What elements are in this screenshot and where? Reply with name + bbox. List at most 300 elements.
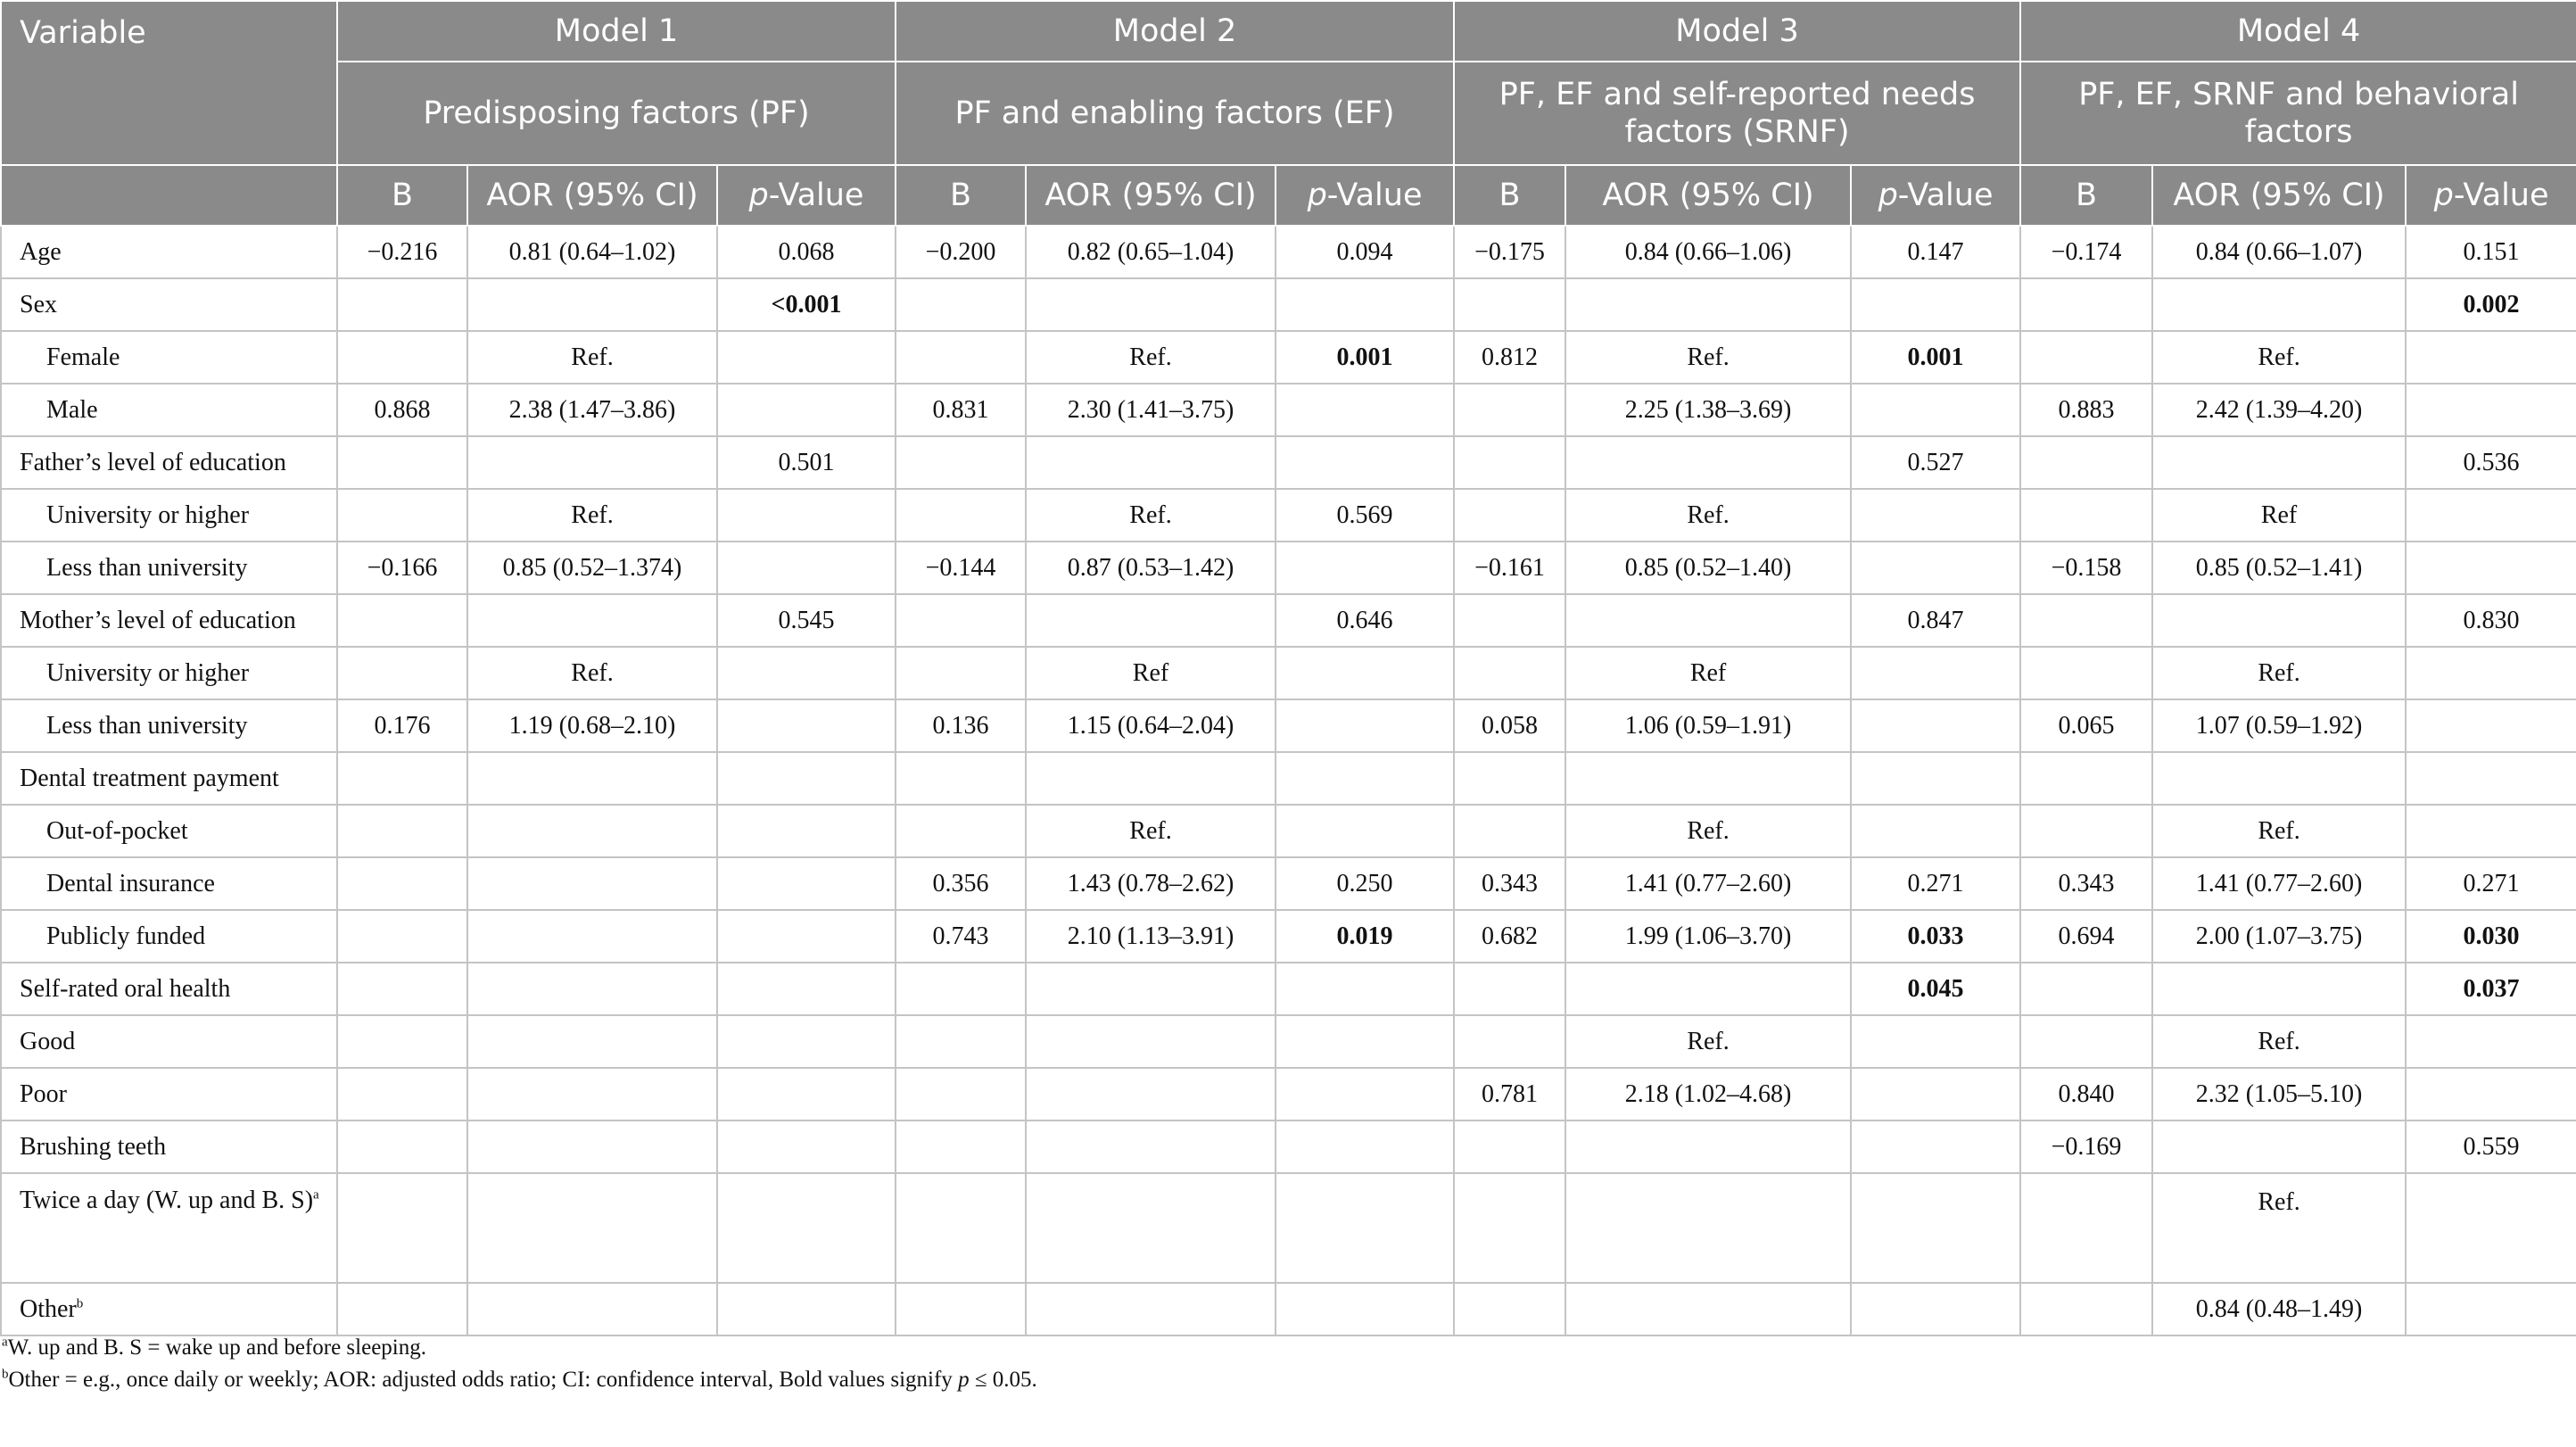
variable-subheader-blank [1, 165, 337, 226]
model-4-b-cell: 0.343 [2020, 857, 2152, 910]
model-4-header: Model 4 [2020, 1, 2576, 62]
model-4-b-cell: 0.065 [2020, 699, 2152, 752]
model-3-aor-cell [1565, 963, 1851, 1015]
model-4-b-cell [2020, 752, 2152, 805]
model-3-aor-cell: Ref. [1565, 331, 1851, 384]
model-2-aor-cell: Ref. [1026, 489, 1276, 542]
model-1-b-cell [337, 1283, 467, 1335]
model-4-aor-cell: 1.41 (0.77–2.60) [2152, 857, 2406, 910]
row-label [1, 594, 337, 647]
model-3-aor-cell: 2.25 (1.38–3.69) [1565, 384, 1851, 436]
model-2-aor-cell: 1.15 (0.64–2.04) [1026, 699, 1276, 752]
footnote-b-p: p [958, 1368, 970, 1392]
model-2-pvalue-cell [1276, 1283, 1454, 1335]
model-3-b-cell [1454, 489, 1565, 542]
model-1-aor-cell [467, 278, 717, 331]
model-2-pvalue-cell: 0.250 [1276, 857, 1454, 910]
model-3-aor-cell [1565, 1173, 1851, 1283]
model-4-b-cell [2020, 963, 2152, 1015]
model-4-pvalue-cell [2406, 647, 2576, 699]
row-label [1, 752, 337, 805]
model-2-b-cell: 0.831 [896, 384, 1026, 436]
model-4-aor-cell [2152, 963, 2406, 1015]
row-label-text: Male [46, 395, 98, 424]
row-label-text: Twice a day (W. up and B. S) [20, 1187, 314, 1214]
model-3-pvalue-cell [1851, 699, 2020, 752]
model-2-b-cell [896, 1173, 1026, 1283]
model-4-b-cell: −0.174 [2020, 226, 2152, 278]
model-2-pvalue-cell: 0.646 [1276, 594, 1454, 647]
model-4-pvalue-cell: 0.151 [2406, 226, 2576, 278]
model-1-pvalue-cell [717, 699, 896, 752]
model-3-b-cell: 0.781 [1454, 1068, 1565, 1120]
model-1-b-cell [337, 278, 467, 331]
model-3-pvalue-cell: 0.045 [1851, 963, 2020, 1015]
model-1-b-cell [337, 805, 467, 857]
model-4-b-cell: 0.840 [2020, 1068, 2152, 1120]
model-3-aor-cell: 2.18 (1.02–4.68) [1565, 1068, 1851, 1120]
table-row [1, 647, 2576, 699]
model-3-aor-cell: 0.84 (0.66–1.06) [1565, 226, 1851, 278]
model-4-pvalue-cell [2406, 1173, 2576, 1283]
column-subheader-row [1, 165, 2576, 226]
model-3-b-cell: 0.343 [1454, 857, 1565, 910]
model-3-pvalue-cell [1851, 384, 2020, 436]
model-3-aor-cell: 1.41 (0.77–2.60) [1565, 857, 1851, 910]
row-label [1, 1283, 337, 1335]
model-4-b-cell [2020, 1015, 2152, 1068]
model-4-b-header: B [2020, 165, 2152, 226]
row-label-text: University or higher [46, 658, 250, 687]
model-3-pvalue-cell [1851, 1173, 2020, 1283]
row-label [1, 647, 337, 699]
model-1-b-cell: −0.166 [337, 542, 467, 594]
footnote-b-mark: b [2, 1367, 9, 1382]
model-1-pvalue-cell [717, 331, 896, 384]
model-1-aor-cell: 0.81 (0.64–1.02) [467, 226, 717, 278]
model-1-b-header: B [337, 165, 467, 226]
pvalue-italic-p: p [2433, 178, 2454, 213]
model-4-b-cell: 0.883 [2020, 384, 2152, 436]
model-2-b-cell: −0.200 [896, 226, 1026, 278]
footnote-a-text: W. up and B. S = wake up and before sleeping. [7, 1335, 426, 1360]
table-row [1, 278, 2576, 331]
model-4-aor-cell: 2.00 (1.07–3.75) [2152, 910, 2406, 963]
model-3-b-cell [1454, 805, 1565, 857]
model-4-aor-cell: Ref. [2152, 331, 2406, 384]
model-3-aor-cell [1565, 752, 1851, 805]
model-3-pvalue-cell [1851, 805, 2020, 857]
model-1-description: Predisposing factors (PF) [337, 62, 896, 165]
model-2-aor-cell [1026, 752, 1276, 805]
model-1-b-cell [337, 1015, 467, 1068]
model-3-pvalue-cell [1851, 489, 2020, 542]
model-3-header: Model 3 [1454, 1, 2020, 62]
model-1-pvalue-header [717, 165, 896, 226]
model-1-aor-cell [467, 963, 717, 1015]
model-3-b-cell: −0.161 [1454, 542, 1565, 594]
model-3-pvalue-cell [1851, 752, 2020, 805]
row-label-text: Female [46, 343, 120, 371]
model-4-aor-cell: 2.32 (1.05–5.10) [2152, 1068, 2406, 1120]
row-label-text: Dental treatment payment [20, 764, 279, 792]
model-1-pvalue-cell [717, 805, 896, 857]
model-2-b-cell [896, 1068, 1026, 1120]
model-2-aor-cell: 2.30 (1.41–3.75) [1026, 384, 1276, 436]
model-2-pvalue-cell [1276, 1120, 1454, 1173]
model-1-b-cell [337, 436, 467, 489]
table-row [1, 489, 2576, 542]
row-label-text: Less than university [46, 711, 248, 740]
model-4-pvalue-cell [2406, 542, 2576, 594]
model-1-pvalue-cell [717, 542, 896, 594]
model-1-b-cell [337, 752, 467, 805]
row-label-text: University or higher [46, 500, 250, 529]
table-row [1, 910, 2576, 963]
model-1-b-cell [337, 1120, 467, 1173]
row-label [1, 1015, 337, 1068]
model-3-aor-cell [1565, 436, 1851, 489]
model-3-b-header: B [1454, 165, 1565, 226]
model-4-b-cell [2020, 594, 2152, 647]
model-2-pvalue-cell [1276, 1068, 1454, 1120]
model-2-aor-cell: Ref [1026, 647, 1276, 699]
model-1-pvalue-cell [717, 384, 896, 436]
table-row [1, 594, 2576, 647]
model-1-aor-cell [467, 910, 717, 963]
row-label-footnote-mark: b [76, 1296, 84, 1311]
model-1-b-cell [337, 963, 467, 1015]
model-2-pvalue-cell: 0.019 [1276, 910, 1454, 963]
model-2-aor-cell: Ref. [1026, 805, 1276, 857]
model-2-pvalue-cell [1276, 1173, 1454, 1283]
model-2-header: Model 2 [896, 1, 1454, 62]
model-1-pvalue-cell [717, 910, 896, 963]
model-2-b-cell [896, 647, 1026, 699]
model-2-b-cell [896, 278, 1026, 331]
model-1-aor-header: AOR (95% CI) [467, 165, 717, 226]
model-3-aor-cell [1565, 278, 1851, 331]
row-label [1, 489, 337, 542]
table-row [1, 226, 2576, 278]
model-4-pvalue-cell [2406, 489, 2576, 542]
model-3-aor-cell: Ref. [1565, 489, 1851, 542]
model-4-pvalue-cell [2406, 805, 2576, 857]
model-2-pvalue-cell [1276, 699, 1454, 752]
model-3-b-cell: 0.058 [1454, 699, 1565, 752]
model-2-b-header: B [896, 165, 1026, 226]
model-3-pvalue-cell: 0.033 [1851, 910, 2020, 963]
model-3-pvalue-cell [1851, 278, 2020, 331]
model-1-aor-cell [467, 857, 717, 910]
row-label [1, 1120, 337, 1173]
model-4-aor-cell: 0.85 (0.52–1.41) [2152, 542, 2406, 594]
model-2-pvalue-header [1276, 165, 1454, 226]
model-4-aor-cell: Ref. [2152, 1173, 2406, 1283]
row-label-text: Other [20, 1294, 77, 1323]
model-4-pvalue-cell [2406, 384, 2576, 436]
model-2-pvalue-cell: 0.094 [1276, 226, 1454, 278]
model-1-b-cell [337, 647, 467, 699]
row-label-text: Brushing teeth [20, 1132, 167, 1161]
model-2-b-cell [896, 594, 1026, 647]
model-2-description: PF and enabling factors (EF) [896, 62, 1454, 165]
model-3-pvalue-header [1851, 165, 2020, 226]
model-3-b-cell [1454, 647, 1565, 699]
row-label [1, 1173, 337, 1283]
model-2-b-cell [896, 331, 1026, 384]
model-4-aor-cell: Ref [2152, 489, 2406, 542]
model-3-pvalue-cell: 0.527 [1851, 436, 2020, 489]
row-label [1, 910, 337, 963]
model-2-b-cell: 0.356 [896, 857, 1026, 910]
model-2-aor-header: AOR (95% CI) [1026, 165, 1276, 226]
model-1-b-cell: 0.868 [337, 384, 467, 436]
row-label-text: Publicly funded [46, 922, 206, 950]
model-2-pvalue-cell [1276, 1015, 1454, 1068]
model-2-aor-cell [1026, 1120, 1276, 1173]
table-row [1, 805, 2576, 857]
model-4-b-cell [2020, 278, 2152, 331]
model-1-aor-cell [467, 436, 717, 489]
row-label [1, 436, 337, 489]
model-3-aor-cell: Ref [1565, 647, 1851, 699]
model-4-b-cell [2020, 331, 2152, 384]
model-3-pvalue-cell [1851, 1283, 2020, 1335]
model-2-b-cell: −0.144 [896, 542, 1026, 594]
model-3-aor-header: AOR (95% CI) [1565, 165, 1851, 226]
pvalue-italic-p: p [1878, 178, 1898, 213]
footnotes [0, 1332, 1037, 1396]
model-3-b-cell: 0.682 [1454, 910, 1565, 963]
model-4-b-cell [2020, 647, 2152, 699]
model-2-b-cell [896, 752, 1026, 805]
footnote-a [2, 1332, 1037, 1364]
table-row [1, 1283, 2576, 1335]
model-4-pvalue-cell [2406, 331, 2576, 384]
model-4-pvalue-cell: 0.830 [2406, 594, 2576, 647]
table-row [1, 384, 2576, 436]
model-2-aor-cell [1026, 594, 1276, 647]
row-label [1, 857, 337, 910]
model-2-aor-cell [1026, 1015, 1276, 1068]
model-1-pvalue-cell [717, 489, 896, 542]
model-2-b-cell [896, 805, 1026, 857]
pvalue-italic-p: p [748, 178, 769, 213]
model-3-pvalue-cell [1851, 647, 2020, 699]
model-4-aor-cell: 2.42 (1.39–4.20) [2152, 384, 2406, 436]
row-label-text: Self-rated oral health [20, 974, 231, 1003]
model-3-b-cell [1454, 752, 1565, 805]
model-2-b-cell: 0.136 [896, 699, 1026, 752]
model-2-aor-cell: 1.43 (0.78–2.62) [1026, 857, 1276, 910]
model-4-b-cell [2020, 1173, 2152, 1283]
pvalue-suffix: -Value [2453, 178, 2549, 213]
row-label-text: Less than university [46, 553, 248, 582]
model-4-aor-cell: Ref. [2152, 647, 2406, 699]
row-label [1, 699, 337, 752]
footnote-b-text-end: ≤ 0.05. [969, 1368, 1037, 1392]
model-4-aor-cell: Ref. [2152, 805, 2406, 857]
row-label [1, 963, 337, 1015]
model-2-aor-cell [1026, 1173, 1276, 1283]
model-1-aor-cell: 2.38 (1.47–3.86) [467, 384, 717, 436]
row-label [1, 278, 337, 331]
model-1-pvalue-cell: 0.068 [717, 226, 896, 278]
model-3-aor-cell: 0.85 (0.52–1.40) [1565, 542, 1851, 594]
pvalue-suffix: -Value [768, 178, 864, 213]
model-1-b-cell: −0.216 [337, 226, 467, 278]
model-1-pvalue-cell [717, 1283, 896, 1335]
model-2-aor-cell [1026, 436, 1276, 489]
model-4-aor-cell: 0.84 (0.48–1.49) [2152, 1283, 2406, 1335]
row-label-text: Sex [20, 290, 57, 318]
model-4-pvalue-cell: 0.002 [2406, 278, 2576, 331]
variable-header: Variable [1, 1, 337, 165]
model-3-b-cell [1454, 1173, 1565, 1283]
table-row [1, 857, 2576, 910]
row-label [1, 226, 337, 278]
model-3-b-cell [1454, 384, 1565, 436]
model-1-pvalue-cell [717, 1068, 896, 1120]
model-3-b-cell [1454, 1283, 1565, 1335]
model-1-b-cell [337, 910, 467, 963]
table-row [1, 699, 2576, 752]
model-2-aor-cell [1026, 963, 1276, 1015]
model-1-aor-cell [467, 1015, 717, 1068]
model-2-aor-cell [1026, 1283, 1276, 1335]
model-2-pvalue-cell: 0.001 [1276, 331, 1454, 384]
row-label-text: Poor [20, 1079, 67, 1108]
model-4-pvalue-cell: 0.030 [2406, 910, 2576, 963]
model-4-b-cell [2020, 436, 2152, 489]
model-1-b-cell [337, 857, 467, 910]
model-1-pvalue-cell [717, 963, 896, 1015]
model-2-aor-cell: 2.10 (1.13–3.91) [1026, 910, 1276, 963]
row-label-text: Good [20, 1027, 76, 1055]
model-2-pvalue-cell [1276, 752, 1454, 805]
model-2-b-cell [896, 1015, 1026, 1068]
model-3-b-cell: 0.812 [1454, 331, 1565, 384]
model-1-aor-cell [467, 805, 717, 857]
model-2-aor-cell: Ref. [1026, 331, 1276, 384]
model-2-pvalue-cell [1276, 278, 1454, 331]
model-3-pvalue-cell: 0.001 [1851, 331, 2020, 384]
model-3-b-cell [1454, 278, 1565, 331]
model-3-pvalue-cell [1851, 1120, 2020, 1173]
model-1-aor-cell [467, 1120, 717, 1173]
model-4-aor-cell [2152, 594, 2406, 647]
footnote-b-text: Other = e.g., once daily or weekly; AOR: adjusted odds ratio; CI: confidence interval, Bold values signify [8, 1368, 959, 1392]
model-3-pvalue-cell [1851, 542, 2020, 594]
model-3-b-cell [1454, 1015, 1565, 1068]
model-1-b-cell [337, 489, 467, 542]
model-4-pvalue-header [2406, 165, 2576, 226]
model-4-pvalue-cell [2406, 699, 2576, 752]
model-3-b-cell [1454, 594, 1565, 647]
model-1-pvalue-cell [717, 857, 896, 910]
model-4-pvalue-cell [2406, 1283, 2576, 1335]
model-3-b-cell [1454, 436, 1565, 489]
model-2-b-cell [896, 489, 1026, 542]
model-1-b-cell: 0.176 [337, 699, 467, 752]
model-1-pvalue-cell [717, 1173, 896, 1283]
model-4-pvalue-cell [2406, 1068, 2576, 1120]
model-1-b-cell [337, 1173, 467, 1283]
table-row [1, 1120, 2576, 1173]
model-4-pvalue-cell: 0.536 [2406, 436, 2576, 489]
model-1-b-cell [337, 331, 467, 384]
model-3-description: PF, EF and self-reported needs factors (SRNF) [1454, 62, 2020, 165]
model-1-pvalue-cell [717, 752, 896, 805]
model-2-pvalue-cell [1276, 436, 1454, 489]
model-3-aor-cell [1565, 1283, 1851, 1335]
table-row [1, 1173, 2576, 1283]
model-4-b-cell: −0.158 [2020, 542, 2152, 594]
model-2-pvalue-cell [1276, 805, 1454, 857]
model-4-aor-cell [2152, 436, 2406, 489]
model-2-pvalue-cell [1276, 384, 1454, 436]
model-3-pvalue-cell [1851, 1015, 2020, 1068]
model-2-aor-cell [1026, 1068, 1276, 1120]
model-1-aor-cell [467, 1068, 717, 1120]
table-row [1, 542, 2576, 594]
model-4-aor-cell [2152, 1120, 2406, 1173]
model-3-aor-cell: 1.06 (0.59–1.91) [1565, 699, 1851, 752]
model-1-b-cell [337, 594, 467, 647]
model-1-pvalue-cell [717, 1015, 896, 1068]
model-1-pvalue-cell: 0.501 [717, 436, 896, 489]
model-1-b-cell [337, 1068, 467, 1120]
model-3-b-cell: −0.175 [1454, 226, 1565, 278]
model-1-aor-cell: Ref. [467, 647, 717, 699]
model-3-aor-cell [1565, 594, 1851, 647]
model-1-aor-cell [467, 1283, 717, 1335]
model-4-aor-cell: 0.84 (0.66–1.07) [2152, 226, 2406, 278]
model-1-aor-cell: 0.85 (0.52–1.374) [467, 542, 717, 594]
row-label-text: Out-of-pocket [46, 816, 188, 845]
pvalue-italic-p: p [1307, 178, 1327, 213]
model-3-pvalue-cell [1851, 1068, 2020, 1120]
model-3-aor-cell: 1.99 (1.06–3.70) [1565, 910, 1851, 963]
model-4-aor-header: AOR (95% CI) [2152, 165, 2406, 226]
model-4-b-cell: −0.169 [2020, 1120, 2152, 1173]
model-3-aor-cell: Ref. [1565, 1015, 1851, 1068]
model-3-pvalue-cell: 0.271 [1851, 857, 2020, 910]
model-4-aor-cell [2152, 278, 2406, 331]
row-label [1, 805, 337, 857]
row-label-text: Age [20, 237, 62, 266]
model-2-pvalue-cell [1276, 647, 1454, 699]
model-1-aor-cell: Ref. [467, 489, 717, 542]
model-3-aor-cell [1565, 1120, 1851, 1173]
table-row [1, 963, 2576, 1015]
footnote-b [2, 1364, 1037, 1396]
row-label-footnote-mark: a [313, 1187, 319, 1203]
model-3-pvalue-cell: 0.147 [1851, 226, 2020, 278]
model-2-aor-cell: 0.87 (0.53–1.42) [1026, 542, 1276, 594]
row-label [1, 384, 337, 436]
model-3-pvalue-cell: 0.847 [1851, 594, 2020, 647]
model-4-pvalue-cell: 0.559 [2406, 1120, 2576, 1173]
table-row [1, 1015, 2576, 1068]
row-label [1, 331, 337, 384]
model-1-pvalue-cell: 0.545 [717, 594, 896, 647]
model-1-aor-cell [467, 594, 717, 647]
model-2-b-cell [896, 1120, 1026, 1173]
model-4-b-cell [2020, 1283, 2152, 1335]
model-2-pvalue-cell: 0.569 [1276, 489, 1454, 542]
